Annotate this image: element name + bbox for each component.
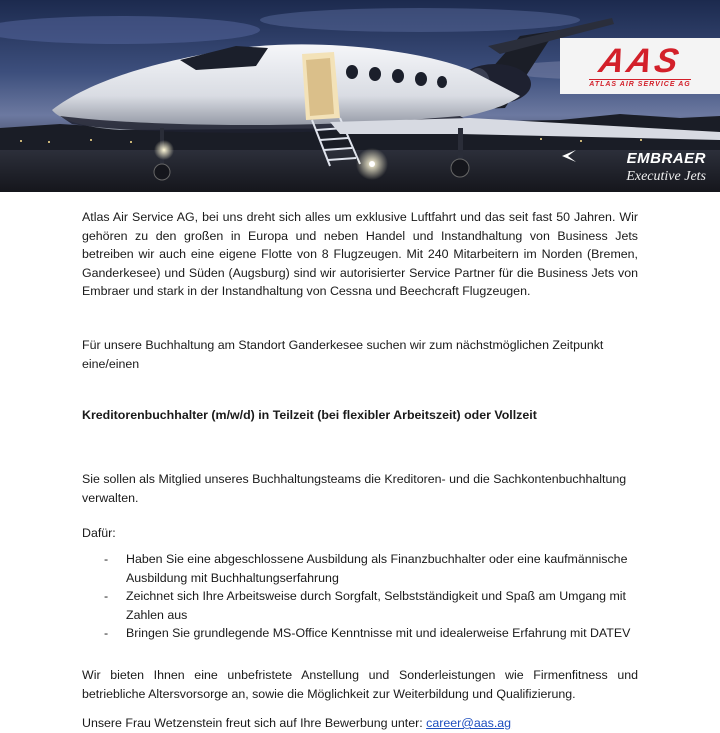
embraer-name: EMBRAER <box>626 150 706 167</box>
hero-banner <box>0 0 720 192</box>
intro-paragraph: Atlas Air Service AG, bei uns dreht sich alles um exklusive Luftfahrt und das seit fast 50 Jahren. Wir gehören zu den großen in Europa und neben Handel und Instandhaltung von Business Jets betreiben wir auch eine eigene Flotte von 8 Flugzeugen. Mit 240 Mitarbeitern im Norden (Bremen, Ganderkesee) und Süden (Augsburg) sind wir autorisierter Service Partner für die Business Jets von Embraer und stark in der Instandhaltung von Cessna und Beechcraft Flugzeugen. <box>82 210 638 299</box>
requirements-label: Dafür: <box>82 526 116 540</box>
embraer-tagline: Executive Jets <box>626 169 706 184</box>
embraer-logo <box>560 150 720 192</box>
task-paragraph: Sie sollen als Mitglied unseres Buchhaltungsteams die Kreditoren- und die Sachkontenbuchhaltung verwalten. <box>82 472 627 505</box>
aas-logo-subtitle: ATLAS AIR SERVICE AG <box>589 81 691 88</box>
list-bullet: - <box>104 552 109 566</box>
offer-paragraph: Wir bieten Ihnen eine unbefristete Anstellung und Sonderleistungen wie Firmenfitness und betriebliche Altersvorsorge an, sowie die Möglichkeit zur Weiterbildung und Qualifizierung. <box>82 668 638 701</box>
list-bullet: - <box>104 589 109 604</box>
requirements-list <box>82 550 638 643</box>
aas-logo <box>560 38 720 94</box>
contact-email-link[interactable]: career@aas.ag <box>426 716 512 730</box>
contact-prefix: Unsere Frau Wetzenstein freut sich auf Ihre Bewerbung unter: <box>82 716 427 730</box>
list-item: - Haben Sie eine abgeschlossene Ausbildung als Finanzbuchhalter oder eine kaufmännische Ausbildung mit Buchhaltungserfahrung <box>104 552 628 585</box>
embraer-chevron-icon <box>560 150 576 162</box>
contact-line <box>82 714 511 733</box>
position-title: Kreditorenbuchhalter (m/w/d) in Teilzeit (bei flexibler Arbeitszeit) oder Vollzeit <box>82 408 537 422</box>
list-bullet: - <box>104 626 109 641</box>
list-item: - Bringen Sie grundlegende MS-Office Kenntnisse mit und idealerweise Erfahrung mit DATEV <box>82 624 638 643</box>
search-paragraph: Für unsere Buchhaltung am Standort Ganderkesee suchen wir zum nächstmöglichen Zeitpunkt eine/einen <box>82 338 604 371</box>
list-item: - Zeichnet sich Ihre Arbeitsweise durch Sorgfalt, Selbstständigkeit und Spaß am Umgang mit Zahlen aus <box>104 589 626 622</box>
aas-logo-mark: AAS <box>595 42 685 80</box>
